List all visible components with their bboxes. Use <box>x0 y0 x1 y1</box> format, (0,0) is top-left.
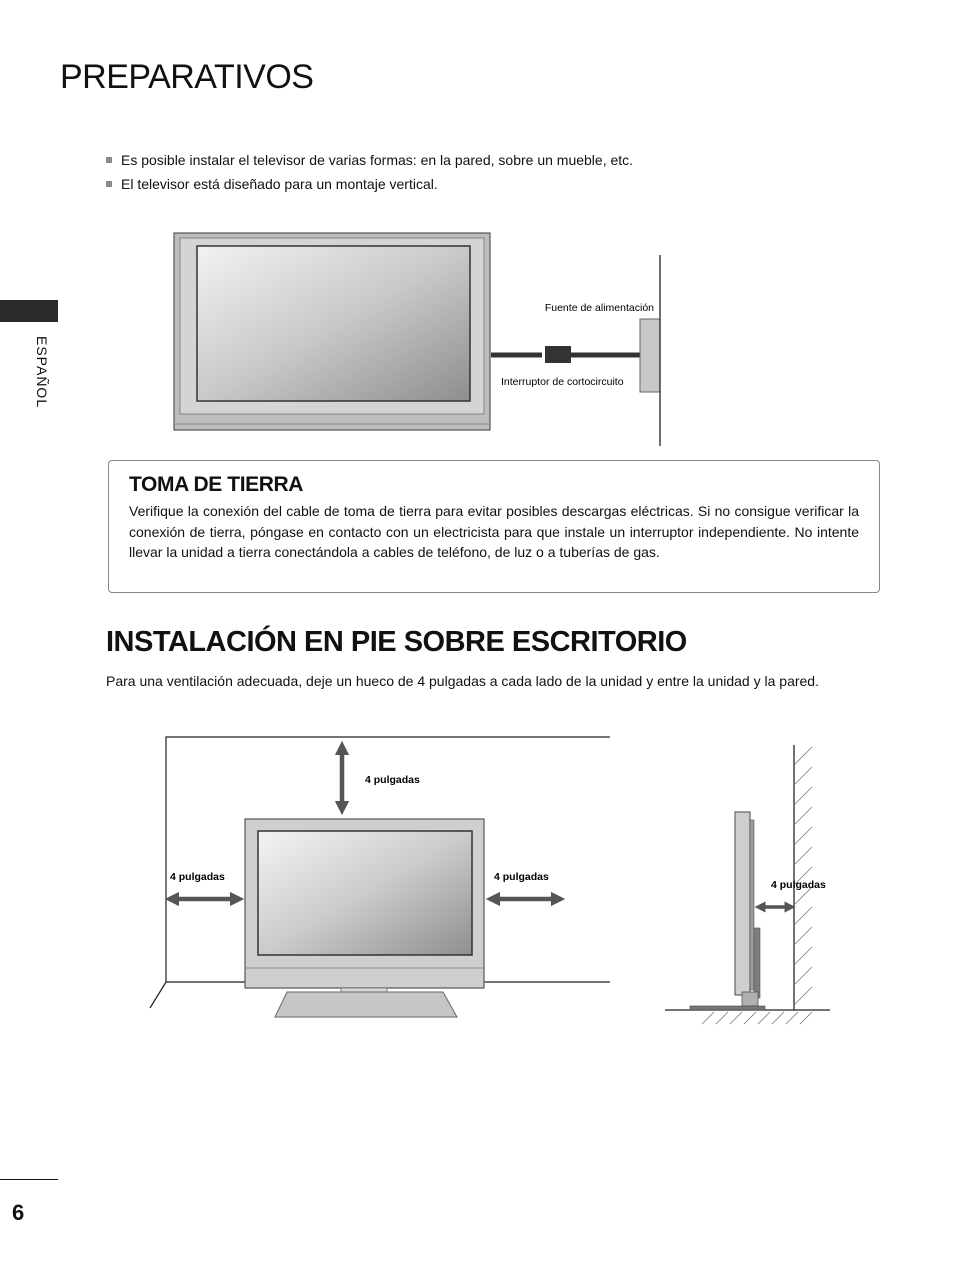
tv-with-stand-illustration <box>245 819 484 1017</box>
bullet-text: Es posible instalar el televisor de varias formas: en la pared, sobre un mueble, etc. <box>121 152 634 168</box>
intro-bullet-list <box>106 148 633 196</box>
breaker-label: Interruptor de cortocircuito <box>501 376 624 388</box>
page-number-rule <box>0 1179 58 1180</box>
top-clearance-label: 4 pulgadas <box>365 774 420 786</box>
square-bullet-icon <box>106 181 112 187</box>
front-clearance-diagram <box>145 730 615 1025</box>
floor-line <box>665 1010 830 1024</box>
power-source-label: Fuente de alimentación <box>544 302 654 314</box>
language-label: ESPAÑOL <box>34 336 50 409</box>
language-tab-marker <box>0 300 58 322</box>
power-cable <box>491 346 640 363</box>
section-intro: Para una ventilación adecuada, deje un hueco de 4 pulgadas a cada lado de la unidad y entre la unidad y la pared. <box>106 673 819 689</box>
wall-gap-label: 4 pulgadas <box>771 879 826 891</box>
list-item <box>106 172 633 196</box>
grounding-notice-box <box>108 460 880 593</box>
bullet-text: El televisor está diseñado para un montaje vertical. <box>121 176 438 192</box>
tv-side-profile <box>690 812 765 1010</box>
wall-outlet <box>640 319 660 392</box>
wall-hatching <box>794 745 812 1010</box>
right-clearance-label: 4 pulgadas <box>494 871 549 883</box>
tv-illustration <box>174 233 490 430</box>
list-item <box>106 148 633 172</box>
square-bullet-icon <box>106 157 112 163</box>
side-clearance-diagram <box>660 740 840 1030</box>
notice-body: Verifique la conexión del cable de toma de tierra para evitar posibles descargas eléctricas. Si no consigue verificar la conexión de tierra, póngase en contacto con un electricista para que instale un interruptor independiente. No intente llevar la unidad a tierra conectándola a cables de teléfono, de luz o a tuberías de gas. <box>129 503 859 560</box>
page-number: 6 <box>12 1200 25 1225</box>
notice-title: TOMA DE TIERRA <box>129 473 304 496</box>
section-title: INSTALACIÓN EN PIE SOBRE ESCRITORIO <box>106 626 687 658</box>
power-connection-diagram <box>170 228 670 450</box>
page-title: PREPARATIVOS <box>60 58 314 96</box>
left-clearance-label: 4 pulgadas <box>170 871 225 883</box>
